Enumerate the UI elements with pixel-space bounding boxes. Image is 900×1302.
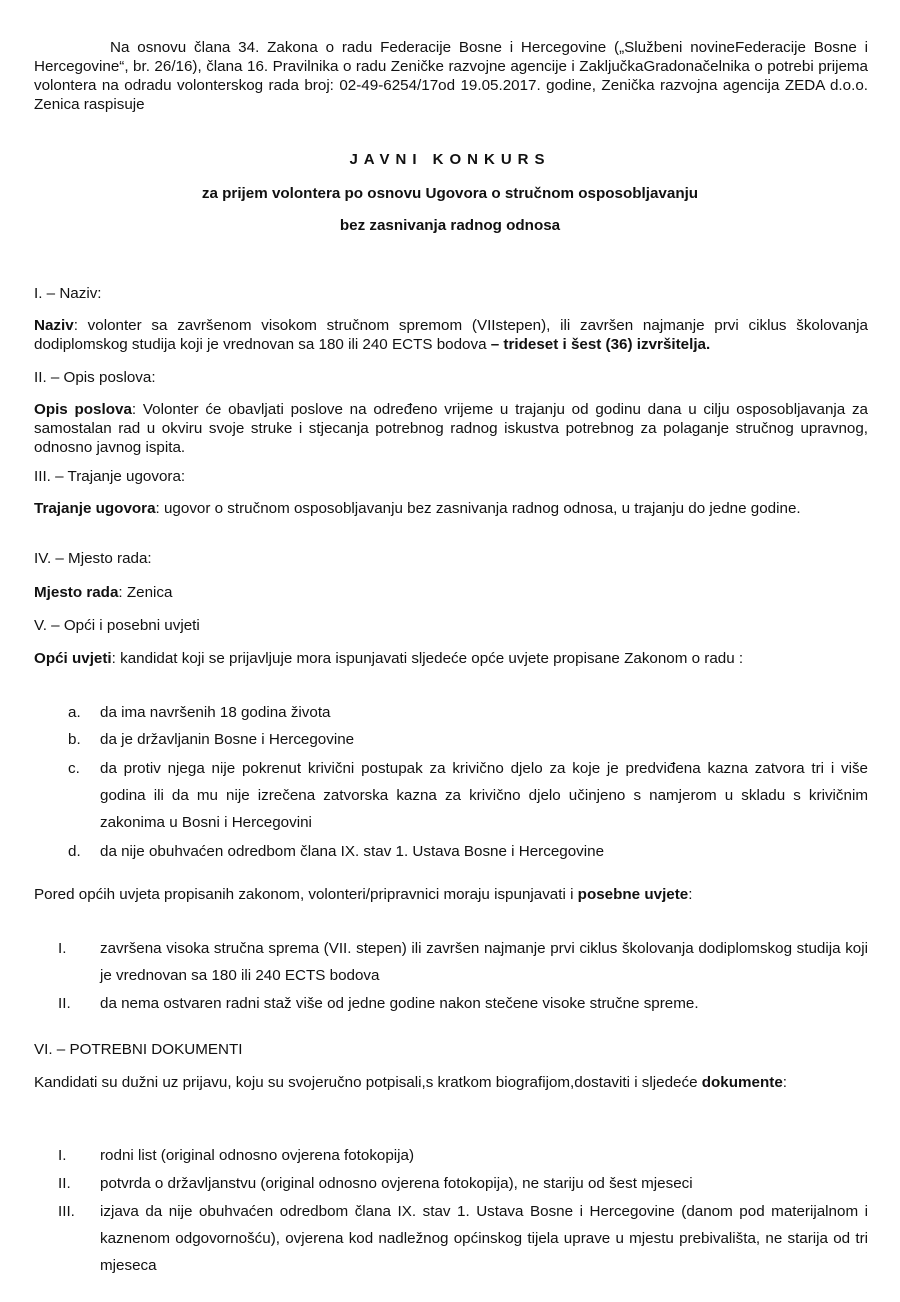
list-text: da nije obuhvaćen odredbom člana IX. stav 1. Ustava Bosne i Hercegovine [100, 843, 605, 860]
list-text: završena visoka stručna sprema (VII. stepen) ili završen najmanje prvi ciklus školovanja dodiplomskog studija koji je vrednovan sa 180 ili 240 ECTS bodova [100, 940, 868, 984]
section-heading-naziv: I. – Naziv: [34, 285, 102, 302]
section-heading-mjesto: IV. – Mjesto rada: [34, 550, 152, 567]
list-text: da nema ostvaren radni staž više od jedne godine nakon stečene visoke stručne spreme. [100, 995, 699, 1012]
document-title: JAVNI KONKURS [349, 151, 551, 168]
list-text: da je državljanin Bosne i Hercegovine [100, 731, 355, 748]
section-heading-uvjeti: V. – Opći i posebni uvjeti [34, 617, 200, 634]
naziv-paragraph [34, 316, 868, 354]
opis-paragraph [34, 400, 868, 457]
list-marker: I. [58, 1147, 67, 1164]
dokumenti-intro-text: Kandidati su dužni uz prijavu, koju su svojeručno potpisali,s kratkom biografijom,dostaviti i sljedeće [34, 1074, 702, 1091]
dokumenti-intro [34, 1073, 868, 1092]
trajanje-text: : ugovor o stručnom osposobljavanju bez zasnivanja radnog odnosa, u trajanju do jedne godine. [155, 500, 801, 517]
trajanje-paragraph [34, 499, 868, 518]
naziv-label: Naziv [34, 317, 74, 334]
special-intro-text: Pored općih uvjeta propisanih zakonom, volonteri/pripravnici moraju ispunjavati i [34, 886, 578, 903]
section-heading-opis: II. – Opis poslova: [34, 369, 156, 386]
list-marker: a. [68, 704, 81, 721]
document-subtitle-2: bez zasnivanja radnog odnosa [339, 217, 561, 234]
list-marker: II. [58, 995, 71, 1012]
uvjeti-paragraph [34, 649, 868, 668]
intro-paragraph: Na osnovu člana 34. Zakona o radu Federacije Bosne i Hercegovine („Službeni novineFederacije Bosne i Hercegovine“, br. 26/16), člana 16. Pravilnika o radu Zeničke razvojne agencije i ZaključkaGradonačelnika o potrebi prijema volontera na odradu volonterskog rada broj: 02-49-6254/17od 19.05.2017. godine, Zenička razvojna agencija ZEDA d.o.o. Zenica raspisuje [34, 39, 868, 113]
list-marker: b. [68, 731, 81, 748]
list-text: potvrda o državljanstvu (original odnosno ovjerena fotokopija), ne stariju od šest mjeseci [100, 1175, 693, 1192]
list-text: da ima navršenih 18 godina života [100, 704, 331, 721]
section-heading-dokumenti: VI. – POTREBNI DOKUMENTI [34, 1041, 243, 1058]
naziv-count: – trideset i šest (36) izvršitelja. [486, 336, 711, 353]
mjesto-paragraph [34, 583, 868, 602]
list-marker: d. [68, 843, 81, 860]
opis-text: : Volonter će obavljati poslove na određeno vrijeme u trajanju od godinu dana u cilju osposobljavanja za samostalan rad u okviru svoje struke i stjecanja potrebnog radnog iskustva potrebnog za polaganje stručnog upravnog, odnosno javnog ispita. [34, 401, 868, 456]
list-marker: II. [58, 1175, 71, 1192]
list-marker: I. [58, 940, 67, 957]
dokumenti-intro-bold: dokumente [701, 1074, 783, 1091]
document-subtitle-1: za prijem volontera po osnovu Ugovora o stručnom osposobljavanju [201, 185, 699, 202]
uvjeti-text: : kandidat koji se prijavljuje mora ispunjavati sljedeće opće uvjete propisane Zakonom o radu : [111, 650, 744, 667]
mjesto-label: Mjesto rada [34, 584, 119, 601]
list-text: izjava da nije obuhvaćen odredbom člana IX. stav 1. Ustava Bosne i Hercegovine (danom pod materijalnom i kaznenom odgovornošću), ovjerena kod nadležnog općinskog tijela uprave u mjestu prebivališta, ne starija od tri mjeseca [100, 1203, 868, 1274]
section-heading-trajanje: III. – Trajanje ugovora: [34, 468, 186, 485]
uvjeti-label: Opći uvjeti [34, 650, 112, 667]
mjesto-text: : Zenica [118, 584, 173, 601]
special-conditions-intro [34, 885, 868, 904]
list-text: da protiv njega nije pokrenut krivični postupak za krivično djelo za koje je predviđena kazna zatvora tri i više godina ili da mu nije izrečena zatvorska kazna za krivično djelo učinjeno s namjerom u skladu s krivičnim zakonima u Bosni i Hercegovini [100, 760, 868, 831]
list-marker: III. [58, 1203, 75, 1220]
opis-label: Opis poslova [34, 401, 132, 418]
special-intro-end: : [688, 886, 693, 903]
special-intro-bold: posebne uvjete [577, 886, 689, 903]
dokumenti-intro-end: : [782, 1074, 787, 1091]
trajanje-label: Trajanje ugovora [34, 500, 156, 517]
list-marker: c. [68, 760, 80, 777]
naziv-text: : volonter sa završenom visokom stručnom spremom (VIIstepen), ili završen najmanje prvi ciklus školovanja dodiplomskog studija koji je vrednovan sa 180 ili 240 ECTS bodova [34, 317, 868, 353]
list-text: rodni list (original odnosno ovjerena fotokopija) [100, 1147, 415, 1164]
